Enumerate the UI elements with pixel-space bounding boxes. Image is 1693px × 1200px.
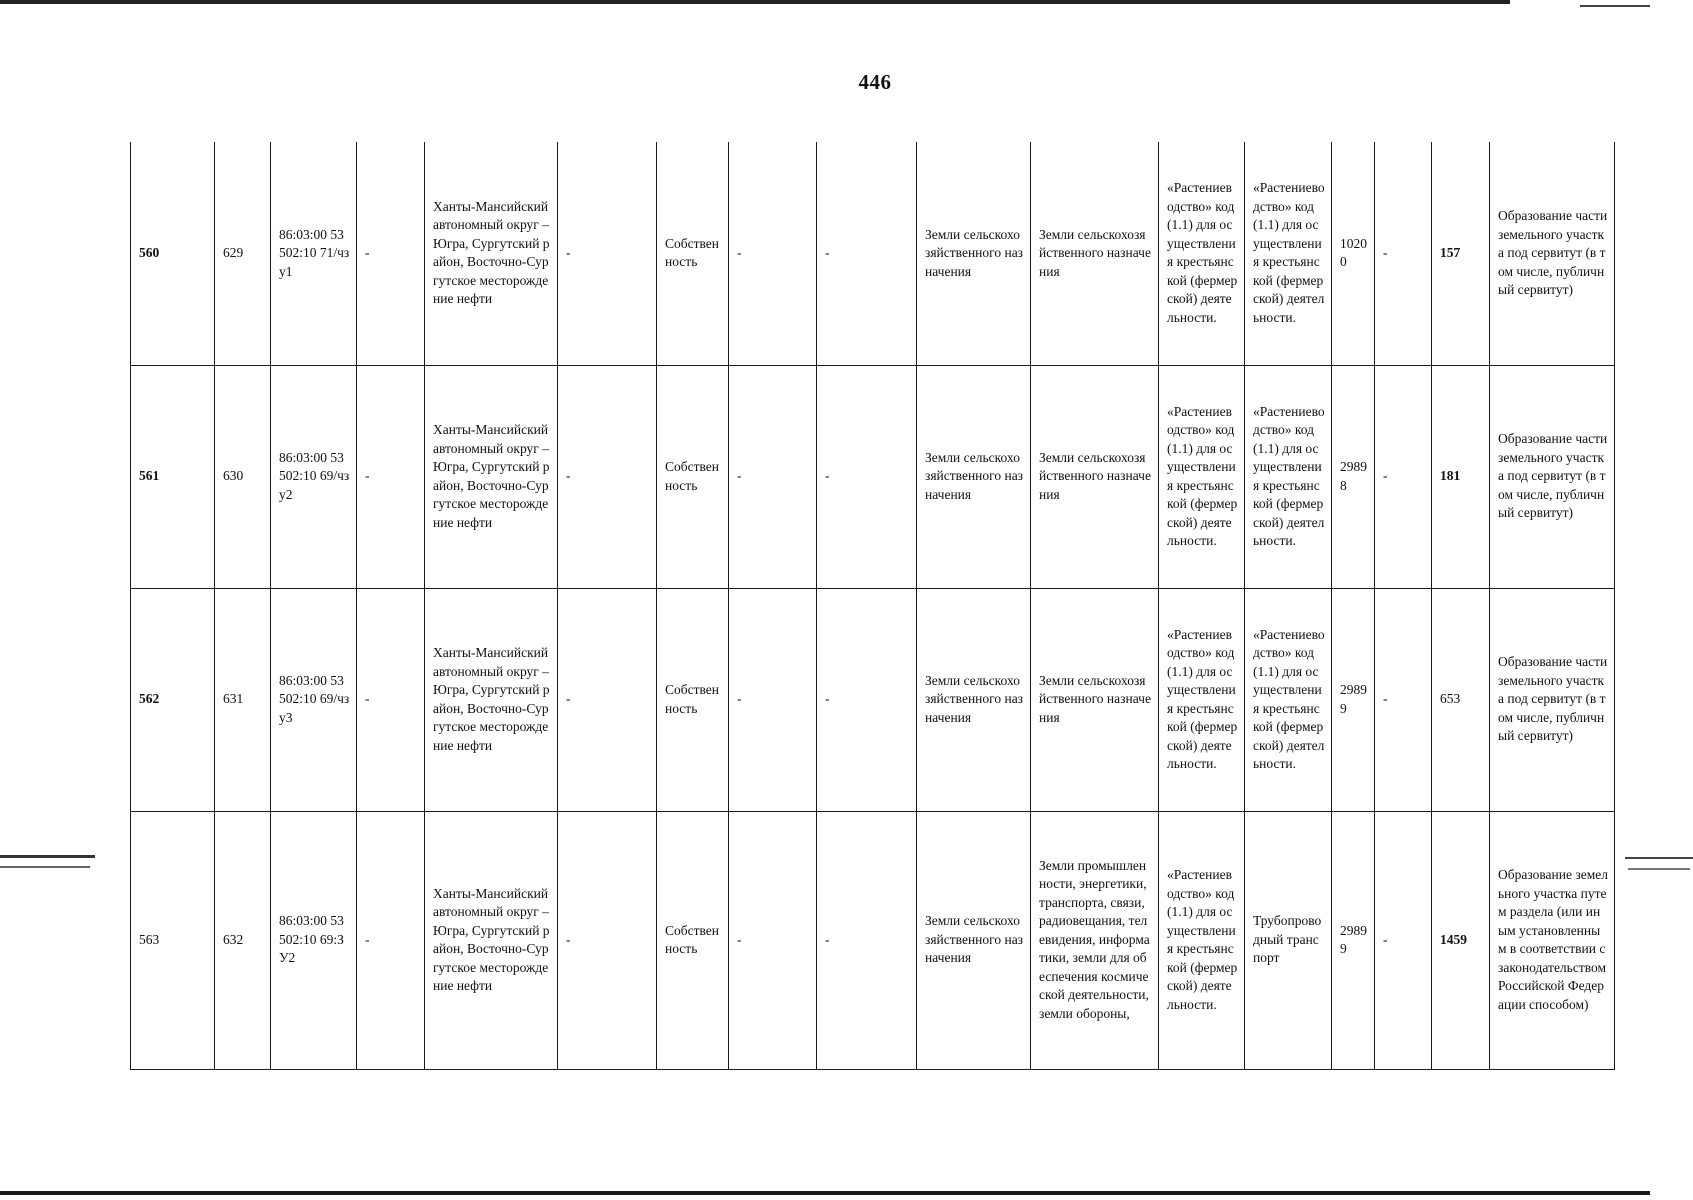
permitted-use-current: «Растениеводство» код (1.1) для осуществления крестьянской (фермерской) деятельности. [1159,365,1245,588]
formation-purpose: Образование части земельного участка под сервитут (в том числе, публичный сервитут) [1490,142,1615,365]
cadastral-number: 86:03:00 53502:10 69/чзу2 [271,365,357,588]
row-number: 563 [131,811,215,1069]
land-category-planned: Земли сельскохозяйственного назначения [1031,365,1159,588]
cadastral-number: 86:03:00 53502:10 71/чзу1 [271,142,357,365]
fold-mark-right [1625,857,1693,859]
empty-cell: - [1375,142,1432,365]
empty-cell: - [729,811,817,1069]
area-part: 653 [1432,588,1490,811]
empty-cell: - [729,588,817,811]
location: Ханты-Мансийский автономный округ – Югра, Сургутский район, Восточно-Сургутское месторождение нефти [425,588,558,811]
empty-cell: - [729,142,817,365]
empty-cell: - [1375,588,1432,811]
empty-cell: - [817,142,917,365]
empty-cell: - [357,142,425,365]
row-id: 631 [215,588,271,811]
row-number: 562 [131,588,215,811]
formation-purpose: Образование части земельного участка под сервитут (в том числе, публичный сервитут) [1490,588,1615,811]
fold-mark-right-secondary [1628,868,1690,870]
empty-cell: - [817,811,917,1069]
right-type: Собственность [657,142,729,365]
right-type: Собственность [657,588,729,811]
land-category-current: Земли сельскохозяйственного назначения [917,142,1031,365]
location: Ханты-Мансийский автономный округ – Югра, Сургутский район, Восточно-Сургутское месторождение нефти [425,365,558,588]
permitted-use-current: «Растениеводство» код (1.1) для осуществления крестьянской (фермерской) деятельности. [1159,811,1245,1069]
land-category-planned: Земли промышленности, энергетики, транспорта, связи, радиовещания, телевидения, информатики, земли для обеспечения космической деятельности, земли обороны, [1031,811,1159,1069]
row-number: 561 [131,365,215,588]
empty-cell: - [558,142,657,365]
page-number: 446 [858,70,892,94]
cadastral-number: 86:03:00 53502:10 69/чзу3 [271,588,357,811]
formation-purpose: Образование земельного участка путем раздела (или иным установленным в соответствии с законодательством Российской Федерации способом) [1490,811,1615,1069]
empty-cell: - [817,365,917,588]
land-category-current: Земли сельскохозяйственного назначения [917,588,1031,811]
area-part: 181 [1432,365,1490,588]
row-id: 630 [215,365,271,588]
empty-cell: - [357,588,425,811]
table-row [131,811,1615,1069]
land-category-current: Земли сельскохозяйственного назначения [917,365,1031,588]
area-part: 157 [1432,142,1490,365]
area-part: 1459 [1432,811,1490,1069]
permitted-use-current: «Растениеводство» код (1.1) для осуществления крестьянской (фермерской) деятельности. [1159,588,1245,811]
empty-cell: - [558,365,657,588]
empty-cell: - [357,365,425,588]
row-id: 632 [215,811,271,1069]
permitted-use-current: «Растениеводство» код (1.1) для осуществления крестьянской (фермерской) деятельности. [1159,142,1245,365]
fold-mark-left-secondary [0,866,90,868]
empty-cell: - [817,588,917,811]
empty-cell: - [1375,365,1432,588]
scan-edge-bottom [0,1191,1650,1195]
row-number: 560 [131,142,215,365]
area-total: 29899 [1332,588,1375,811]
land-category-planned: Земли сельскохозяйственного назначения [1031,142,1159,365]
right-type: Собственность [657,365,729,588]
location: Ханты-Мансийский автономный округ – Югра, Сургутский район, Восточно-Сургутское месторождение нефти [425,142,558,365]
permitted-use-planned: «Растениеводство» код (1.1) для осуществления крестьянской (фермерской) деятельности. [1245,142,1332,365]
fold-mark-left [0,855,95,858]
location: Ханты-Мансийский автономный округ – Югра, Сургутский район, Восточно-Сургутское месторождение нефти [425,811,558,1069]
land-category-planned: Земли сельскохозяйственного назначения [1031,588,1159,811]
empty-cell: - [558,811,657,1069]
empty-cell: - [357,811,425,1069]
scan-edge-top [0,0,1510,4]
table-row [131,588,1615,811]
area-total: 10200 [1332,142,1375,365]
right-type: Собственность [657,811,729,1069]
land-category-current: Земли сельскохозяйственного назначения [917,811,1031,1069]
formation-purpose: Образование части земельного участка под сервитут (в том числе, публичный сервитут) [1490,365,1615,588]
permitted-use-planned: «Растениеводство» код (1.1) для осуществления крестьянской (фермерской) деятельности. [1245,588,1332,811]
table-row [131,142,1615,365]
permitted-use-planned: Трубопроводный транспорт [1245,811,1332,1069]
empty-cell: - [729,365,817,588]
scan-edge-mark [1580,5,1650,7]
area-total: 29899 [1332,811,1375,1069]
empty-cell: - [1375,811,1432,1069]
row-id: 629 [215,142,271,365]
empty-cell: - [558,588,657,811]
cadastral-number: 86:03:00 53502:10 69:ЗУ2 [271,811,357,1069]
area-total: 29898 [1332,365,1375,588]
table-row [131,365,1615,588]
permitted-use-planned: «Растениеводство» код (1.1) для осуществления крестьянской (фермерской) деятельности. [1245,365,1332,588]
land-registry-table [130,142,1615,1070]
